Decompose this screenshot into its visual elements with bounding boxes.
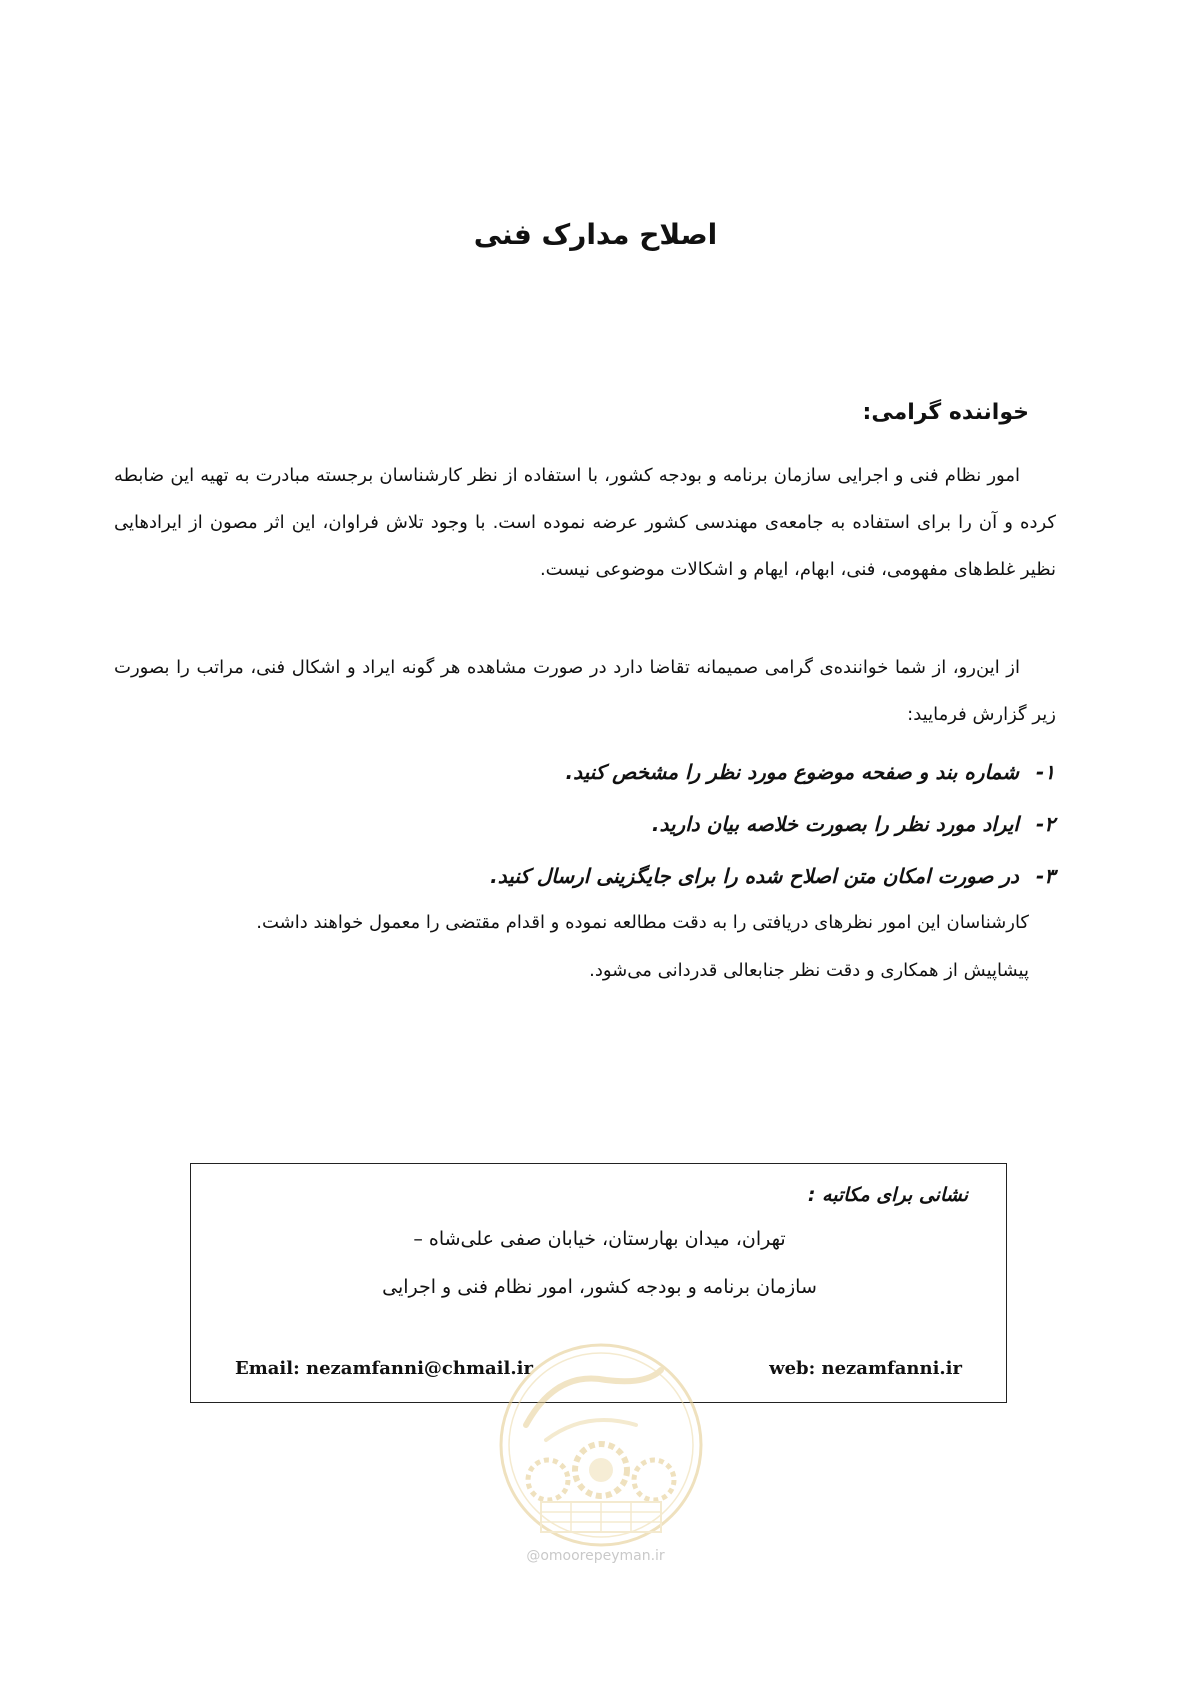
web-link[interactable]: web: nezamfanni.ir — [769, 1358, 962, 1379]
list-item — [255, 850, 1055, 902]
address-line-2: سازمان برنامه و بودجه کشور، امور نظام فنی و اجرایی — [382, 1276, 817, 1298]
list-item — [255, 746, 1055, 798]
request-paragraph — [114, 644, 1056, 738]
address-line-1: تهران، میدان بهارستان، خیابان صفی علی‌شاه – — [413, 1228, 786, 1250]
watermark-text: @omoorepeyman.ir — [526, 1548, 665, 1564]
intro-paragraph — [114, 452, 1056, 593]
list-item-number: ۳- — [1035, 864, 1055, 888]
list-item-text: ایراد مورد نظر را بصورت خلاصه بیان دارید. — [651, 812, 1019, 836]
request-paragraph-rest: بصورت زیر گزارش فرمایید: — [114, 657, 1056, 725]
closing-line-2: پیشاپیش از همکاری و دقت نظر جنابعالی قدردانی می‌شود. — [589, 960, 1029, 981]
intro-paragraph-rest: ضابطه کرده و آن را برای استفاده به جامعه‌ی مهندسی کشور عرضه نموده است. با وجود تلاش فراوان، این اثر مصون از ایرادهایی نظیر غلط‌های مفهومی، فنی، ابهام، ایهام و اشکالات موضوعی نیست. — [114, 465, 1056, 580]
list-item-number: ۲- — [1035, 812, 1055, 836]
list-item-number: ۱- — [1035, 760, 1055, 784]
email-link[interactable]: Email: nezamfanni@chmail.ir — [235, 1358, 533, 1379]
salutation: خواننده گرامی: — [862, 400, 1029, 425]
request-paragraph-first-line: از این‌رو، از شما خواننده‌ی گرامی صمیمانه تقاضا دارد در صورت مشاهده هر گونه ایراد و اشکال فنی، مراتب را — [176, 657, 1020, 678]
closing-line-1: کارشناسان این امور نظرهای دریافتی را به دقت مطالعه نموده و اقدام مقتضی را معمول خواهند داشت. — [256, 912, 1029, 933]
address-heading: نشانی برای مکاتبه : — [807, 1184, 968, 1206]
list-item — [255, 798, 1055, 850]
intro-paragraph-first-line: امور نظام فنی و اجرایی سازمان برنامه و بودجه کشور، با استفاده از نظر کارشناسان برجسته مبادرت به تهیه این — [170, 465, 1020, 486]
watermark-logo-icon — [486, 1330, 716, 1560]
list-item-text: در صورت امکان متن اصلاح شده را برای جایگزینی ارسال کنید. — [490, 864, 1019, 888]
instruction-list — [255, 746, 1055, 902]
list-item-text: شماره بند و صفحه موضوع مورد نظر را مشخص کنید. — [565, 760, 1019, 784]
page-title: اصلاح مدارک فنی — [473, 218, 718, 251]
